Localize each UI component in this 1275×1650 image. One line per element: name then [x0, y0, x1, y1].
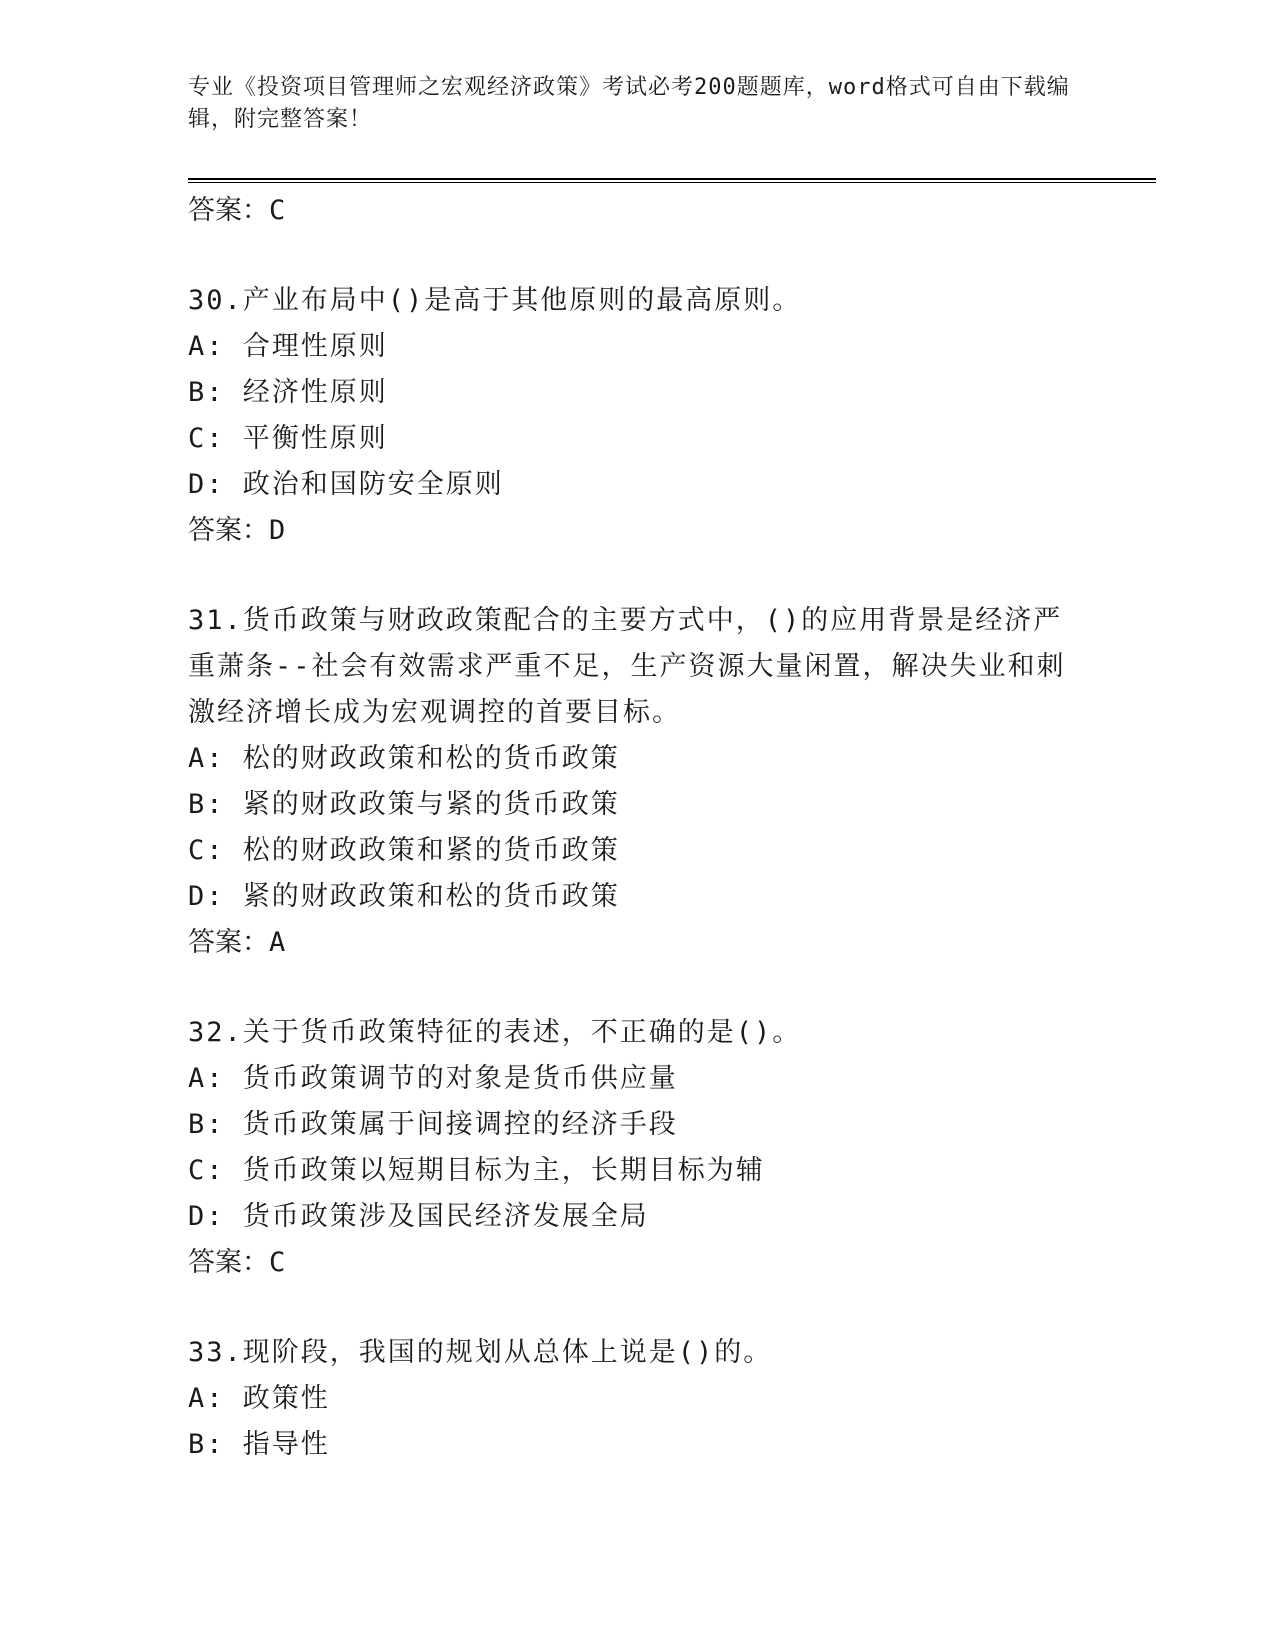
answer-value: C: [269, 195, 286, 226]
answer-label: 答案：: [188, 1247, 269, 1278]
option-b: B: 货币政策属于间接调控的经济手段: [188, 1109, 678, 1140]
answer-label: 答案：: [188, 927, 269, 958]
answer-value: A: [269, 927, 286, 958]
answer-line: [188, 188, 1088, 234]
option-a: A: 合理性原则: [188, 331, 388, 362]
divider-thick-line: [188, 178, 1156, 180]
option-a: A: 货币政策调节的对象是货币供应量: [188, 1063, 678, 1094]
option-c: C: 松的财政政策和紧的货币政策: [188, 835, 620, 866]
question-text: 31.货币政策与财政政策配合的主要方式中，()的应用背景是经济严重萧条--社会有效需求严重不足，生产资源大量闲置，解决失业和刺激经济增长成为宏观调控的首要目标。: [188, 605, 1066, 728]
option-c: C: 平衡性原则: [188, 423, 388, 454]
answer-label: 答案：: [188, 515, 269, 546]
answer-line: [188, 1240, 1088, 1286]
option-c: C: 货币政策以短期目标为主，长期目标为辅: [188, 1155, 765, 1186]
question-text: 32.关于货币政策特征的表述，不正确的是()。: [188, 1017, 802, 1048]
answer-value: C: [269, 1247, 286, 1278]
option-b: B: 紧的财政政策与紧的货币政策: [188, 789, 620, 820]
answer-line: [188, 508, 1088, 554]
divider-thin-line: [188, 182, 1156, 183]
question-text: 33.现阶段，我国的规划从总体上说是()的。: [188, 1337, 773, 1368]
option-d: D: 货币政策涉及国民经济发展全局: [188, 1201, 649, 1232]
question-text: 30.产业布局中()是高于其他原则的最高原则。: [188, 285, 802, 316]
question-list: [188, 188, 1088, 1468]
option-b: B: 经济性原则: [188, 377, 388, 408]
document-header: 专业《投资项目管理师之宏观经济政策》考试必考200题题库，word格式可自由下载编辑，附完整答案！: [188, 75, 1070, 132]
option-d: D: 政治和国防安全原则: [188, 469, 504, 500]
option-a: A: 政策性: [188, 1383, 330, 1414]
answer-label: 答案：: [188, 195, 269, 226]
answer-line: [188, 920, 1088, 966]
option-d: D: 紧的财政政策和松的货币政策: [188, 881, 620, 912]
header-divider: [188, 178, 1156, 184]
option-a: A: 松的财政政策和松的货币政策: [188, 743, 620, 774]
answer-value: D: [269, 515, 286, 546]
option-b: B: 指导性: [188, 1429, 330, 1460]
